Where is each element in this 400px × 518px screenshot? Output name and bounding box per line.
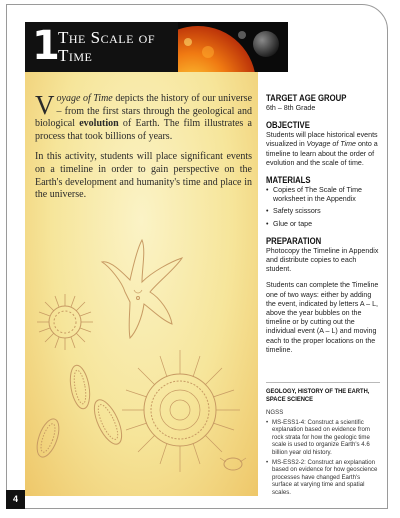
preparation-paragraph-1: Photocopy the Timeline in Appendix and distribute copies to each student. [266, 246, 379, 274]
target-age-value: 6th – 8th Grade [266, 104, 316, 112]
chapter-number: 1 [32, 23, 60, 69]
science-standards [266, 388, 379, 499]
evolution-keyword: evolution [79, 118, 119, 130]
objective-text-b: onto a timeline to learn about the order of evolution and the scale of time. [266, 140, 378, 167]
objective-text [266, 131, 379, 168]
target-age-heading: TARGET AGE GROUP [266, 93, 347, 103]
intro-paragraph-2: In this activity, students will place significant events on a timeline in order to gain perspective on the Earth's development and humanity's time and place in the universe. [35, 151, 252, 201]
standards-list [266, 419, 379, 497]
preparation-heading: PREPARATION [266, 235, 322, 246]
materials-heading: MATERIALS [266, 175, 311, 186]
objective-text-a: Students will place historical events visualized in [266, 131, 378, 149]
chapter-title: The Scale of Time [58, 28, 156, 65]
objective-section [266, 120, 379, 168]
list-item: • Glue or tape [266, 220, 379, 229]
list-item: • MS-ESS2-2: Construct an explanation based on evidence for how geoscience processes have changed Earth's surface at varying time and spatial scales. [266, 459, 379, 497]
intro-text-b: of Earth. The film illustrates a process that took billions of years. [35, 118, 252, 142]
section-divider [266, 382, 380, 383]
dropcap: V [35, 90, 55, 120]
objective-film-title: Voyage of Time [306, 140, 356, 149]
film-title: oyage of Time [56, 93, 113, 104]
materials-section [266, 175, 379, 229]
intro-text [35, 90, 253, 210]
intro-text-a: depicts the history of our universe – from the first stars through the geological and biological [35, 93, 253, 130]
list-item: • Safety scissors [266, 207, 379, 216]
preparation-paragraph-2: Students can complete the Timeline one of two ways: either by adding the event, indicated by letters A – L, above the year bubbles on the timeline or by cutting out the individual event (A – L) and moving each to the proper locations on the timeline. [266, 281, 379, 354]
science-heading: GEOLOGY, HISTORY OF THE EARTH, SPACE SCIENCE [266, 388, 370, 403]
target-age-section [266, 93, 379, 113]
sun-planet-image [178, 22, 288, 72]
ngss-label: NGSS [266, 409, 284, 416]
info-column [266, 93, 379, 362]
microorganism-illustration [30, 232, 258, 494]
objective-heading: OBJECTIVE [266, 120, 310, 131]
intro-paragraph-1 [35, 90, 253, 143]
list-item: • MS-ESS1-4: Construct a scientific explanation based on evidence from rock strata for how the geologic time scale is used to organize Earth's 4.6 billion year old history. [266, 419, 379, 457]
preparation-section [266, 236, 379, 355]
materials-list [266, 186, 379, 229]
page-number: 4 [12, 494, 18, 504]
list-item: • Copies of The Scale of Time worksheet in the Appendix [266, 186, 379, 204]
